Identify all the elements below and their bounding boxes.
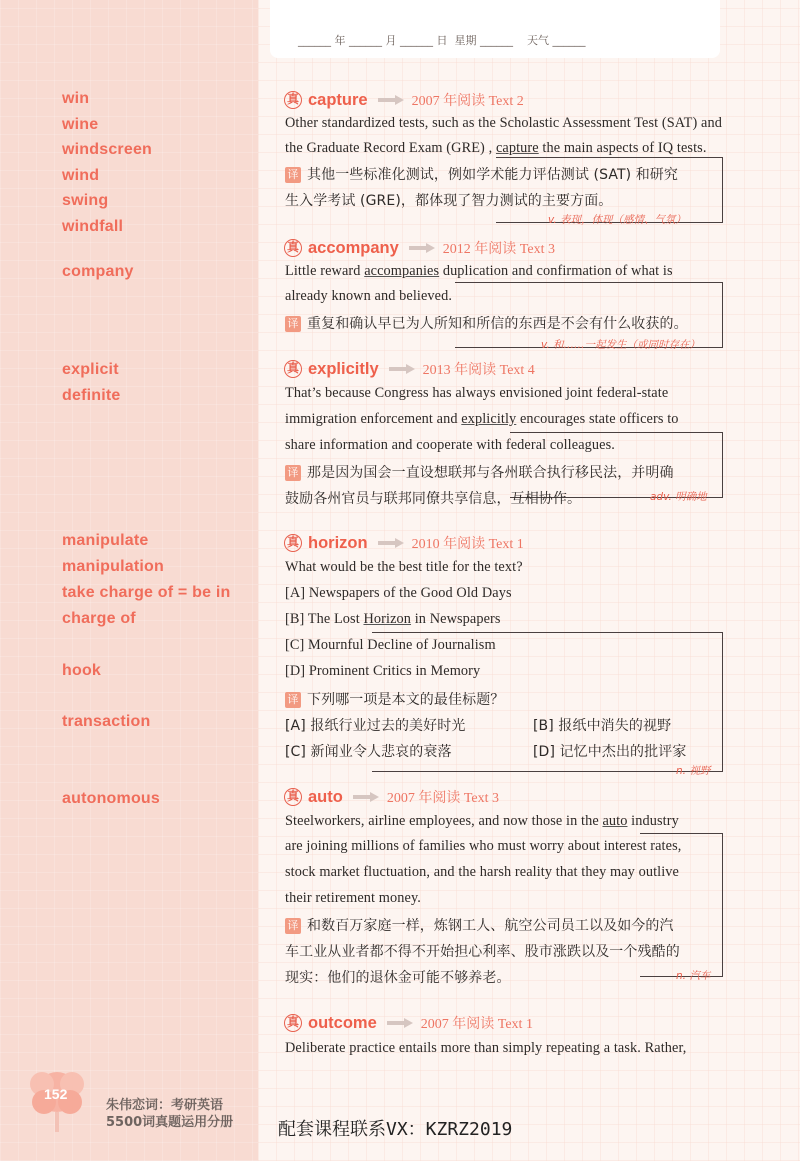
headword: accompany (308, 238, 399, 257)
yi-badge-icon: 译 (285, 918, 301, 934)
gloss-label: v. 和……一起发生（或同时存在） (541, 339, 701, 351)
english-line: immigration enforcement and explicitly encourages state officers to (285, 411, 679, 427)
date-box (270, 0, 720, 58)
arrow-icon (378, 95, 404, 105)
chinese-line: 译 其他一些标准化测试，例如学术能力评估测试 (SAT) 和研究 (285, 164, 678, 184)
highlight-word: capture (495, 140, 539, 156)
option-line: [D] Prominent Critics in Memory (285, 663, 481, 679)
zhen-badge-icon: 真 (284, 788, 302, 806)
english-line: Deliberate practice entails more than simply repeating a task. Rather, (285, 1040, 687, 1056)
gloss-label: n. 视野 (676, 765, 711, 777)
chinese-option: [D] 记忆中杰出的批评家 (533, 744, 687, 760)
margin-word: win (62, 90, 90, 107)
zhen-badge-icon: 真 (284, 360, 302, 378)
english-line: share information and cooperate with federal colleagues. (285, 437, 615, 453)
margin-word: manipulation (62, 558, 164, 575)
arrow-icon (353, 792, 379, 802)
source-label: 2007 年阅读 Text 2 (411, 94, 524, 109)
headword: capture (308, 90, 368, 109)
source-label: 2012 年阅读 Text 3 (442, 242, 555, 257)
headword: horizon (308, 533, 368, 552)
margin-word: charge of (62, 610, 136, 627)
chinese-line: 译 和数百万家庭一样，炼钢工人、航空公司员工以及如今的汽 (285, 915, 674, 935)
english-line: the Graduate Record Exam (GRE) , capture the main aspects of IQ tests. (285, 140, 707, 156)
option-line: [A] Newspapers of the Good Old Days (285, 585, 512, 601)
highlight-word: Horizon (363, 611, 412, 627)
chinese-option: [C] 新闻业令人悲哀的衰落 (285, 744, 452, 760)
margin-word: wind (62, 167, 100, 184)
margin-word: windscreen (62, 141, 153, 158)
chinese-line: 鼓励各州官员与联邦同僚共享信息，互相协作。 (285, 491, 582, 507)
headword: auto (308, 787, 343, 806)
entry-head-outcome (284, 1013, 533, 1033)
zhen-badge-icon: 真 (284, 1014, 302, 1032)
margin-word: company (62, 263, 134, 280)
highlight-word: accompanies (364, 263, 440, 279)
entry-head-auto (284, 787, 499, 807)
margin-word: transaction (62, 713, 151, 730)
entry-head-horizon (284, 533, 524, 553)
option-line: [B] The Lost Horizon in Newspapers (285, 611, 501, 627)
chinese-line: 译 下列哪一项是本文的最佳标题？ (285, 689, 504, 709)
gloss-label: v. 表现，体现（感情、气氛） (548, 214, 687, 226)
yi-badge-icon: 译 (285, 465, 301, 481)
entry-head-capture (284, 90, 524, 110)
margin-word: swing (62, 192, 109, 209)
yi-badge-icon: 译 (285, 692, 301, 708)
headword: explicitly (308, 359, 379, 378)
highlight-word: explicitly (461, 411, 517, 427)
page-number: 152 (44, 1086, 68, 1102)
english-line: already known and believed. (285, 288, 453, 304)
margin-word: windfall (62, 218, 124, 235)
chinese-line: 车工业从业者都不得不开始担心利率、股市涨跌以及一个残酷的 (285, 944, 680, 960)
margin-word: wine (62, 116, 99, 133)
english-line: Steelworkers, airline employees, and now those in the auto industry (285, 813, 679, 829)
chinese-line: 译 重复和确认早已为人所知和所信的东西是不会有什么收获的。 (285, 313, 688, 333)
zhen-badge-icon: 真 (284, 534, 302, 552)
margin-word: hook (62, 662, 102, 679)
arrow-icon (409, 243, 435, 253)
english-line: stock market fluctuation, and the harsh reality that they may outlive (285, 864, 679, 880)
source-label: 2007 年阅读 Text 3 (386, 791, 500, 806)
left-margin-column (0, 0, 258, 1161)
arrow-icon (389, 364, 415, 374)
chinese-line: 生入学考试 (GRE)，都体现了智力测试的主要方面。 (285, 193, 613, 209)
entry-head-accompany (284, 238, 555, 258)
entry-head-explicitly (284, 359, 535, 379)
chinese-option: [B] 报纸中消失的视野 (533, 718, 672, 734)
chinese-option: [A] 报纸行业过去的美好时光 (285, 718, 466, 734)
english-line: their retirement money. (285, 890, 421, 906)
source-label: 2013 年阅读 Text 4 (422, 363, 535, 378)
margin-word: take charge of = be in (62, 584, 231, 601)
yi-badge-icon: 译 (285, 167, 301, 183)
margin-word: manipulate (62, 532, 149, 549)
english-line: What would be the best title for the text? (285, 559, 523, 575)
source-label: 2010 年阅读 Text 1 (411, 537, 524, 552)
margin-word: explicit (62, 361, 119, 378)
zhen-badge-icon: 真 (284, 91, 302, 109)
gloss-label: adv. 明确地 (650, 491, 707, 503)
chinese-line: 译 那是因为国会一直设想联邦与各州联合执行移民法，并明确 (285, 462, 674, 482)
arrow-icon (387, 1018, 413, 1028)
zhen-badge-icon: 真 (284, 239, 302, 257)
highlight-word: auto (602, 813, 628, 829)
margin-word: autonomous (62, 790, 160, 807)
book-title: 朱伟恋词：考研英语 (106, 1098, 224, 1113)
gloss-label: n. 汽车 (676, 970, 711, 982)
english-line: Little reward accompanies duplication and confirmation of what is (285, 263, 673, 279)
yi-badge-icon: 译 (285, 316, 301, 332)
source-label: 2007 年阅读 Text 1 (420, 1017, 533, 1032)
date-line: ______ 年 ______ 月 ______ 日 星期 ______ 天气 ______ (298, 34, 586, 47)
contact-line: 配套课程联系VX：KZRZ2019 (278, 1119, 513, 1140)
arrow-icon (378, 538, 404, 548)
headword: outcome (308, 1013, 377, 1032)
option-line: [C] Mournful Decline of Journalism (285, 637, 496, 653)
book-subtitle: 5500词真题运用分册 (106, 1115, 234, 1130)
english-line: That’s because Congress has always envisioned joint federal-state (285, 385, 669, 401)
english-line: Other standardized tests, such as the Scholastic Assessment Test (SAT) and (285, 115, 722, 131)
english-line: are joining millions of families who must worry about interest rates, (285, 838, 682, 854)
chinese-line: 现实：他们的退休金可能不够养老。 (285, 970, 511, 986)
margin-word: definite (62, 387, 121, 404)
